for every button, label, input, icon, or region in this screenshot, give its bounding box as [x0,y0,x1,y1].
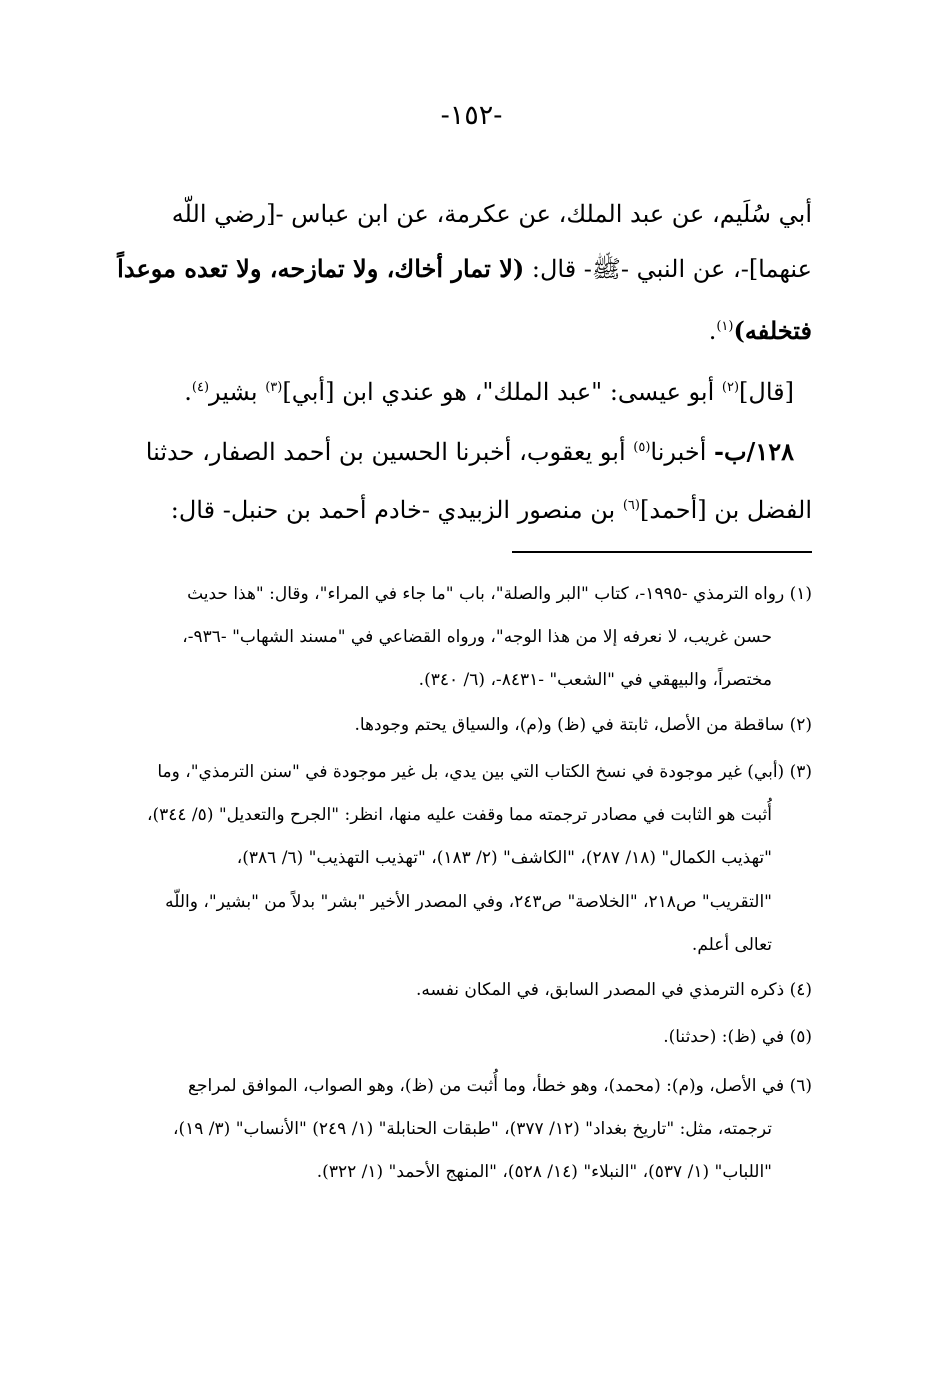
footnote-ref-1: (١) [716,319,734,334]
main-text-segment: [قال] [739,378,794,406]
footnote-ref-5: (٥) [633,440,651,455]
hadith-text-bold: فتخلفه) [733,316,812,345]
footnote-6-line-1: (٦) في الأصل، و(م): (محمد)، وهو خطأ، وما أُثبت من (ظ)، وهو الصواب، الموافق لمراجع [187,1076,812,1096]
main-text-segment: أبو عيسى: "عبد الملك"، هو عندي ابن [أبي] [282,378,722,406]
main-line-6 [72,482,812,538]
main-text-segment: . [708,317,717,345]
footnote-3-line-2: أُثبت هو الثابت في مصادر ترجمته مما وقفت عليه منها، انظر: "الجرح والتعديل" (٥/ ٣٤٤)، [147,805,772,825]
footnote-6-line-2: ترجمته، مثل: "تاريخ بغداد" (١٢/ ٣٧٧)، "طبقات الحنابلة" (١/ ٢٤٩) "الأنساب" (٣/ ١٩)، [173,1119,772,1139]
hadith-number: ١٢٨/ب- [714,437,794,466]
footnote-ref-6: (٦) [622,498,640,513]
main-text-segment: أخبرنا [650,438,714,466]
footnote-3-line-3: "تهذيب الكمال" (١٨/ ٢٨٧)، "الكاشف" (٢/ ١٨٣)، "تهذيب التهذيب" (٦/ ٣٨٦)، [236,848,772,868]
footnote-1-line-1: (١) رواه الترمذي -١٩٩٥-، كتاب "البر والصلة"، باب "ما جاء في المراء"، وقال: "هذا حديث [187,584,812,604]
footnote-divider [512,551,812,553]
page-number: -١٥٢- [440,100,503,131]
main-text-segment: الفضل بن [أحمد] [639,496,812,524]
footnote-2: (٢) ساقطة من الأصل، ثابتة في (ظ) و(م)، والسياق يحتم وجودها. [354,715,812,735]
main-text-segment: . [184,378,192,406]
main-text-segment: بن منصور الزبيدي -خادم أحمد بن حنبل- قال: [170,496,623,524]
footnote-5: (٥) في (ظ): (حدثنا). [663,1027,812,1047]
main-text-segment: أبو يعقوب، أخبرنا الحسين بن أحمد الصفار، حدثنا [145,438,634,466]
footnote-1-line-2: حسن غريب، لا نعرفه إلا من هذا الوجه"، ورواه القضاعي في "مسند الشهاب" -٩٣٦-، [182,627,772,647]
footnote-3-line-4: "التقريب" ص٢١٨، "الخلاصة" ص٢٤٣، وفي المصدر الأخير "بشر" بدلاً من "بشير"، واللّه [165,892,772,912]
footnote-3-line-5: تعالى أعلم. [691,935,772,955]
main-text-segment: بشير [209,378,266,406]
main-line-5 [54,424,794,480]
hadith-text-bold: (لا تمار أخاك، ولا تمازحه، ولا تعده موعداً [117,254,525,283]
main-text-segment: عنهما]-، عن النبي -ﷺ- قال: [524,255,812,283]
main-text [72,0,812,540]
main-line-3 [72,303,812,359]
main-text-segment: أبي سُلَيم، عن عبد الملك، عن عكرمة، عن ابن عباس -[رضي اللّه [171,200,812,228]
footnote-ref-2: (٢) [721,380,740,395]
footnote-1-line-3: مختصراً، والبيهقي في "الشعب" -٨٤٣١-، (٦/ ٣٤٠). [418,670,772,690]
main-line-4 [54,364,794,420]
footnote-6-line-3: "اللباب" (١/ ٥٣٧)، "النبلاء" (١٤/ ٥٢٨)، "المنهج الأحمد" (١/ ٣٢٢). [316,1162,772,1182]
footnote-3-line-1: (٣) (أبي) غير موجودة في نسخ الكتاب التي بين يدي، بل غير موجودة في "سنن الترمذي"، وما [157,762,812,782]
main-line-1 [72,186,812,242]
footnote-4: (٤) ذكره الترمذي في المصدر السابق، في المكان نفسه. [416,980,812,1000]
footnote-ref-4: (٤) [191,380,210,395]
main-line-2 [72,241,812,297]
footnote-ref-3: (٣) [265,380,283,395]
